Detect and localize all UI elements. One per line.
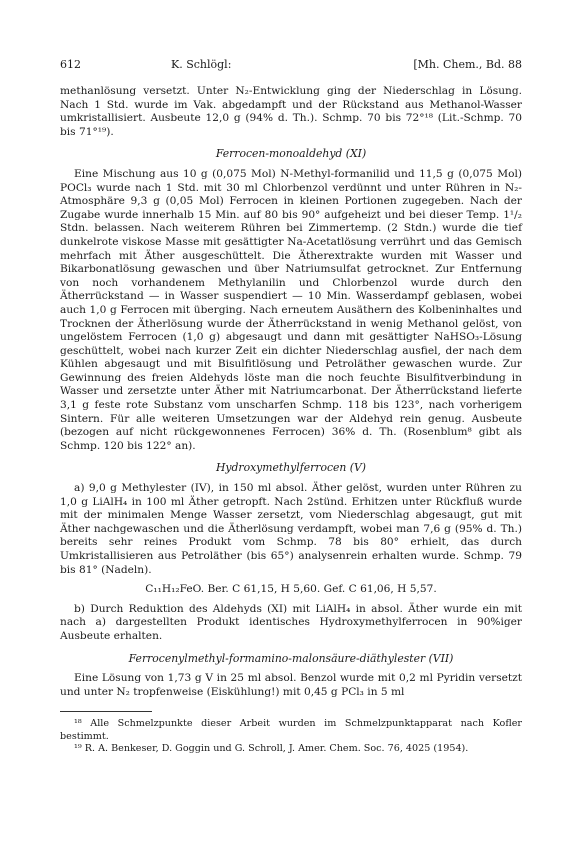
paragraph: a) 9,0 g Methylester (IV), in 150 ml absol. Äther gelöst, wurden unter Rühren zu 1,0 g LiAlH₄ in 100 ml Äther getropft. Nach 2stünd. Erhitzen unter Rückfluß wurde mit der minimalen Menge Wasser zersetzt, vom Niederschlag abgesaugt, gut mit Äther nachgewaschen und die Ätherlösung verdampft, wobei man 7,6 g (95% d. Th.) bereits sehr reines Produkt vom Schmp. 78 bis 80° erhielt, das durch Umkristallisieren aus Petroläther (bis 65°) analysenrein erhalten wurde. Schmp. 79 bis 81° (Nadeln). bbox=[60, 482, 522, 576]
paragraph: Eine Lösung von 1,73 g V in 25 ml absol. Benzol wurde mit 0,2 ml Pyridin versetzt und unter N₂ tropfenweise (Eiskühlung!) mit 0,45 g PCl₃ in 5 ml bbox=[60, 672, 522, 698]
paragraph: methanlösung versetzt. Unter N₂-Entwicklung ging der Niederschlag in Lösung. Nach 1 Std. wurde im Vak. abgedampft und der Rückstand aus Methanol-Wasser umkristallisiert. Ausbeute 12,0 g (94% d. Th.). Schmp. 70 bis 72°¹⁸ (Lit.-Schmp. 70 bis 71°¹⁹). bbox=[60, 85, 522, 138]
footnote-19: ¹⁹ R. A. Benkeser, D. Goggin und G. Schroll, J. Amer. Chem. Soc. 76, 4025 (1954). bbox=[74, 743, 469, 755]
footnote-divider bbox=[60, 711, 152, 712]
section-heading-ferrocen-monoaldehyd: Ferrocen-monoaldehyd (XI) bbox=[215, 147, 367, 161]
footnotes bbox=[60, 718, 522, 755]
running-head-journal: [Mh. Chem., Bd. 88 bbox=[413, 58, 522, 71]
section-heading-hydroxymethylferrocen: Hydroxymethylferrocen (V) bbox=[215, 461, 366, 475]
elemental-analysis: C₁₁H₁₂FeO. Ber. C 61,15, H 5,60. Gef. C 61,06, H 5,57. bbox=[145, 583, 437, 596]
footnote-18: ¹⁸ Alle Schmelzpunkte dieser Arbeit wurden im Schmelzpunktapparat nach Kofler bestimmt. bbox=[60, 718, 522, 742]
page-number: 612 bbox=[60, 58, 81, 71]
article-body bbox=[60, 85, 522, 699]
paragraph: Eine Mischung aus 10 g (0,075 Mol) N-Methyl-formanilid und 11,5 g (0,075 Mol) POCl₃ wurde nach 1 Std. mit 30 ml Chlorbenzol verdünnt und unter Rühren in N₂-Atmosphäre 9,3 g (0,05 Mol) Ferrocen in kleinen Portionen zugegeben. Nach der Zugabe wurde innerhalb 15 Min. auf 80 bis 90° aufgeheizt und bei dieser Temp. 1¹/₂ Stdn. belassen. Nach weiterem Rühren bei Zimmertemp. (2 Stdn.) wurde die tief dunkelrote viskose Masse mit gesättigter Na-Acetatlösung verrührt und das Gemisch mehrfach mit Äther ausgeschüttelt. Die Ätherextrakte wurden mit Wasser und Bikarbonatlösung gewaschen und über Natriumsulfat getrocknet. Zur Entfernung von noch vorhandenem Methylanilin und Chlorbenzol wurde durch den Ätherrückstand — in Wasser suspendiert — 10 Min. Wasserdampf geblasen, wobei auch 1,0 g Ferrocen mit überging. Nach erneutem Ausäthern des Kolbeninhaltes und Trocknen der Ätherlösung wurde der Ätherrückstand in wenig Methanol gelöst, von ungelöstem Ferrocen (1,0 g) abgesaugt und dann mit gesättigter NaHSO₃-Lösung geschüttelt, wobei nach kurzer Zeit ein dichter Niederschlag ausfiel, der nach dem Kühlen abgesaugt und mit Bisulfitlösung und Petroläther gewaschen wurde. Zur Gewinnung des freien Aldehyds löste man die noch feuchte Bisulfitverbindung in Wasser und zersetzte unter Äther mit Natriumcarbonat. Der Ätherrückstand lieferte 3,1 g feste rote Substanz vom unscharfen Schmp. 118 bis 123°, nach vorherigem Sintern. Für alle weiteren Umsetzungen war der Aldehyd rein genug. Ausbeute (bezogen auf nicht rückgewonnenes Ferrocen) 36% d. Th. (Rosenblum⁸ gibt als Schmp. 120 bis 122° an). bbox=[60, 167, 522, 452]
section-heading-malonsaeure-ester: Ferrocenylmethyl-formamino-malonsäure-diäthylester (VII) bbox=[128, 651, 454, 665]
running-head bbox=[60, 58, 522, 71]
paragraph: b) Durch Reduktion des Aldehyds (XI) mit LiAlH₄ in absol. Äther wurde ein mit nach a) dargestellten Produkt identisches Hydroxymethylferrocen in 90%iger Ausbeute erhalten. bbox=[60, 602, 522, 642]
running-head-author: K. Schlögl: bbox=[171, 58, 232, 71]
